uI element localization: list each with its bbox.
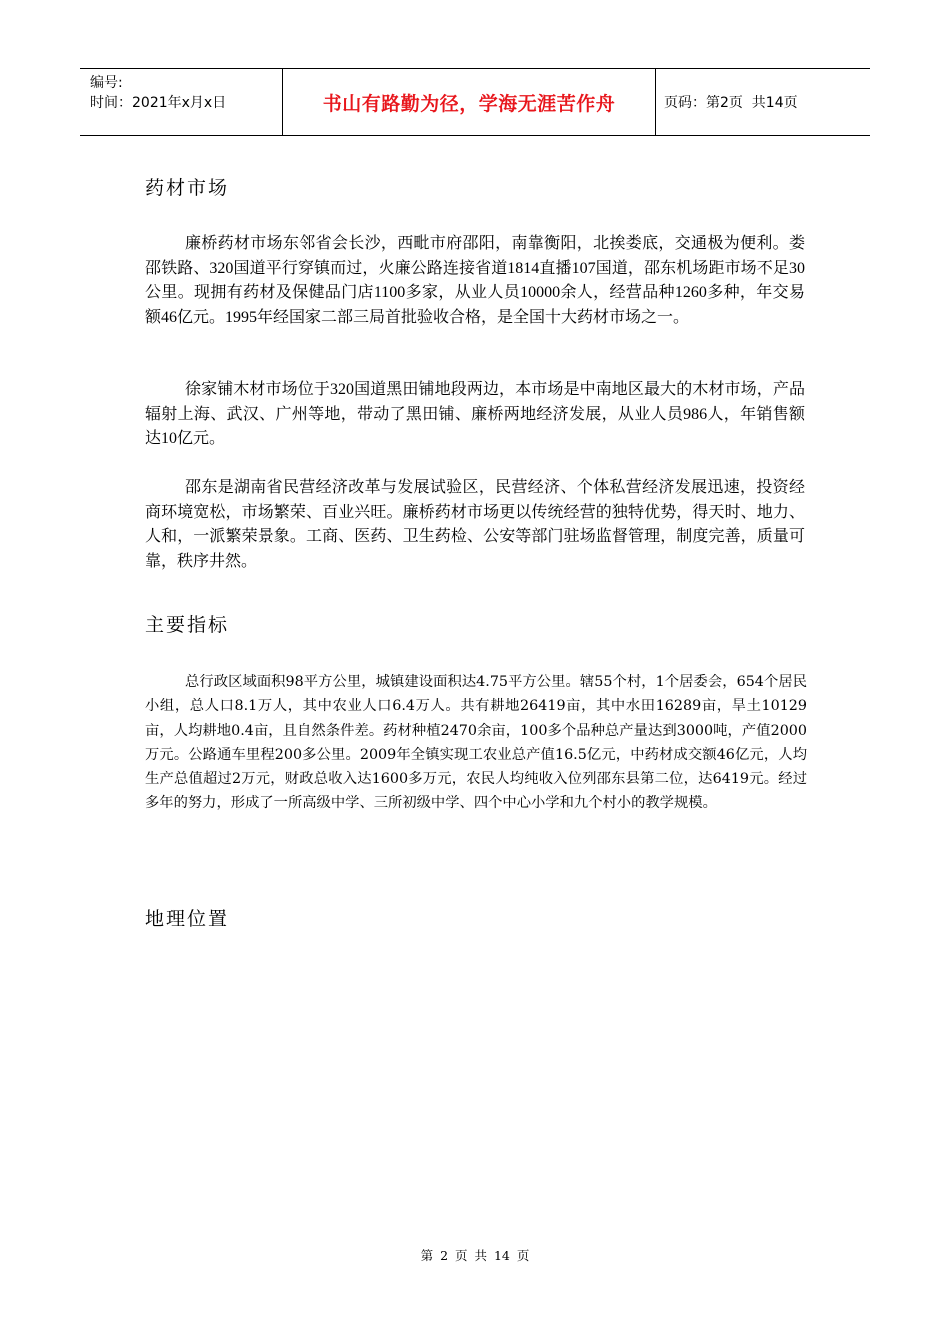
paragraph-medicine-market-3: 邵东是湖南省民营经济改革与发展试验区，民营经济、个体私营经济发展迅速，投资经商环境宽松，市场繁荣、百业兴旺。廉桥药材市场更以传统经营的独特优势，得天时、地力、人和，一派繁荣景象。工商、医药、卫生药检、公安等部门驻场监督管理，制度完善，质量可靠，秩序井然。 — [145, 479, 805, 570]
section-title-medicine-market: 药材市场 — [145, 177, 230, 199]
header-meta — [80, 69, 282, 135]
header-page-info-text: 页码：第2页 共14页 — [664, 95, 798, 111]
page-header — [80, 68, 870, 136]
document-time-label: 时间：2021年x月x日 — [90, 95, 227, 111]
page-footer: 第 2 页 共 14 页 — [420, 1248, 530, 1263]
paragraph-main-indicators: 总行政区域面积98平方公里，城镇建设面积达4.75平方公里。辖55个村，1个居委会，654个居民小组，总人口8.1万人，其中农业人口6.4万人。共有耕地26419亩，其中水田16289亩，旱土10129亩，人均耕地0.4亩，且自然条件差。药材种植2470余亩，100多个品种总产量达到3000吨，产值2000万元。公路通车里程200多公里。2009年全镇实现工农业总产值16.5亿元，中药材成交额46亿元，人均生产总值超过2万元，财政总收入达1600多万元，农民人均纯收入位列邵东县第二位，达6419元。经过多年的努力，形成了一所高级中学、三所初级中学、四个中心小学和九个村小的教学规模。 — [145, 674, 807, 812]
document-number-label: 编号: — [90, 75, 123, 91]
header-page-info — [656, 69, 870, 135]
paragraph-medicine-market-1: 廉桥药材市场东邻省会长沙，西毗市府邵阳，南靠衡阳，北挨娄底，交通极为便利。娄邵铁路、320国道平行穿镇而过，火廉公路连接省道1814直播107国道，邵东机场距市场不足30公里。现拥有药材及保健品门店1100多家，从业人员10000余人，经营品种1260多种，年交易额46亿元。1995年经国家二部三局首批验收合格，是全国十大药材市场之一。 — [145, 235, 805, 326]
section-title-main-indicators: 主要指标 — [145, 614, 230, 636]
paragraph-medicine-market-2: 徐家铺木材市场位于320国道黑田铺地段两边，本市场是中南地区最大的木材市场，产品辐射上海、武汉、广州等地，带动了黑田铺、廉桥两地经济发展，从业人员986人，年销售额达10亿元。 — [145, 381, 805, 447]
section-title-geography: 地理位置 — [145, 908, 230, 930]
header-motto: 书山有路勤为径，学海无涯苦作舟 — [282, 69, 656, 135]
